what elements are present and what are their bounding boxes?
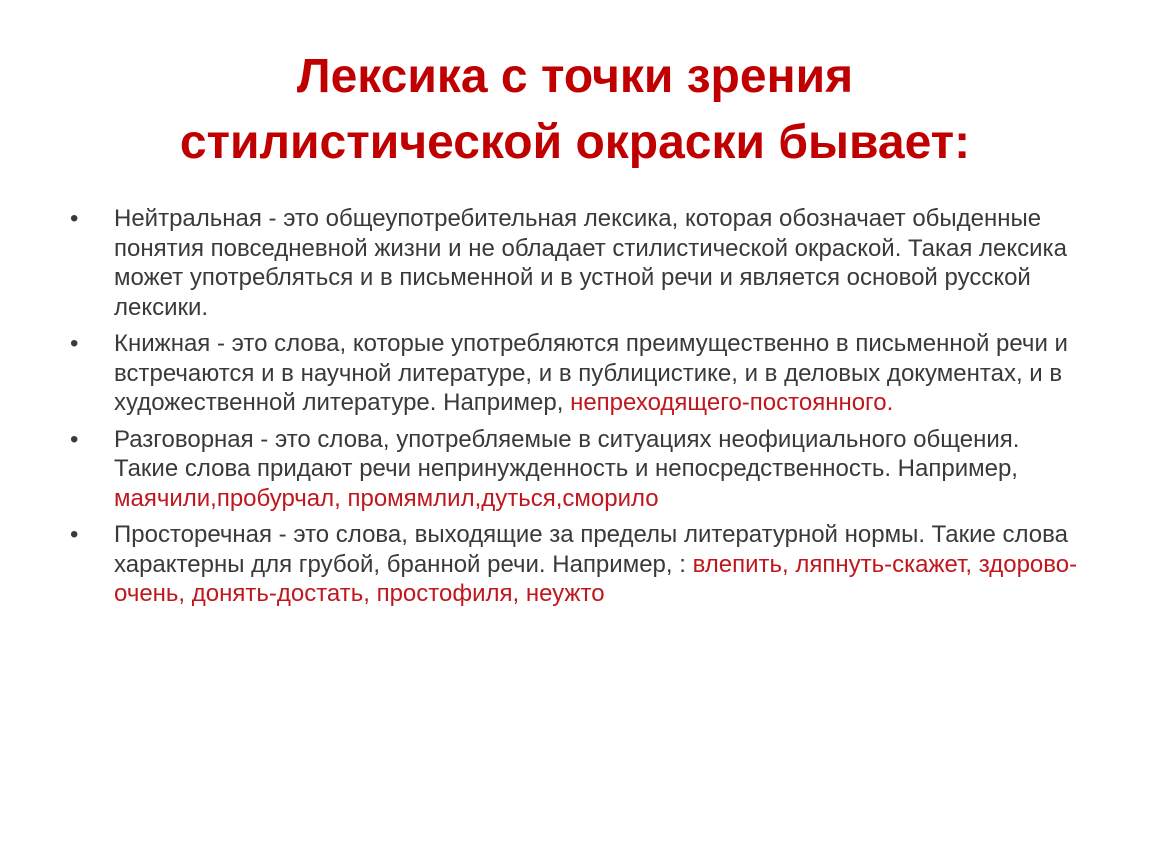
bullet-item-neutral xyxy=(70,204,1090,322)
bullet-dot-icon: • xyxy=(70,205,79,232)
bullet-list xyxy=(70,204,1090,616)
bullet-dot-icon: • xyxy=(70,521,79,548)
bullet-examples-colloquial: маячили,пробурчал, промямлил,дуться,сморило xyxy=(114,484,659,512)
bullet-text-bookish: Книжная - это слова, которые употребляются преимущественно в письменной речи и встречаются и в научной литературе, и в публицистике, и в деловых документах, и в художественной литературе. Например, xyxy=(114,330,1068,416)
bullet-item-colloquial xyxy=(70,425,1090,514)
bullet-dot-icon: • xyxy=(70,330,79,357)
bullet-item-bookish xyxy=(70,329,1090,418)
bullet-text-colloquial: Разговорная - это слова, употребляемые в ситуациях неофициального общения. Такие слова придают речи непринужденность и непосредственность. Например, xyxy=(114,425,1020,482)
bullet-text-vernacular: Просторечная - это слова, выходящие за пределы литературной нормы. Такие слова характерны для грубой, бранной речи. Например, : xyxy=(114,521,1068,578)
bullet-examples-vernacular: влепить, ляпнуть-скажет, здорово-очень, донять-достать, простофиля, неужто xyxy=(114,550,1078,607)
bullet-examples-bookish: непреходящего-постоянного. xyxy=(570,389,894,416)
slide-title xyxy=(60,44,1090,176)
bullet-dot-icon: • xyxy=(70,425,79,453)
slide-title-line-2: стилистической окраски бывает: xyxy=(179,116,971,169)
slide-title-line-1: Лексика с точки зрения xyxy=(296,50,854,103)
bullet-text-neutral: Нейтральная - это общеупотребительная лексика, которая обозначает обыденные понятия повседневной жизни и не обладает стилистической окраской. Такая лексика может употребляться и в письменной и в устной речи и является основой русской лексики. xyxy=(114,205,1067,321)
bullet-item-vernacular xyxy=(70,520,1090,609)
